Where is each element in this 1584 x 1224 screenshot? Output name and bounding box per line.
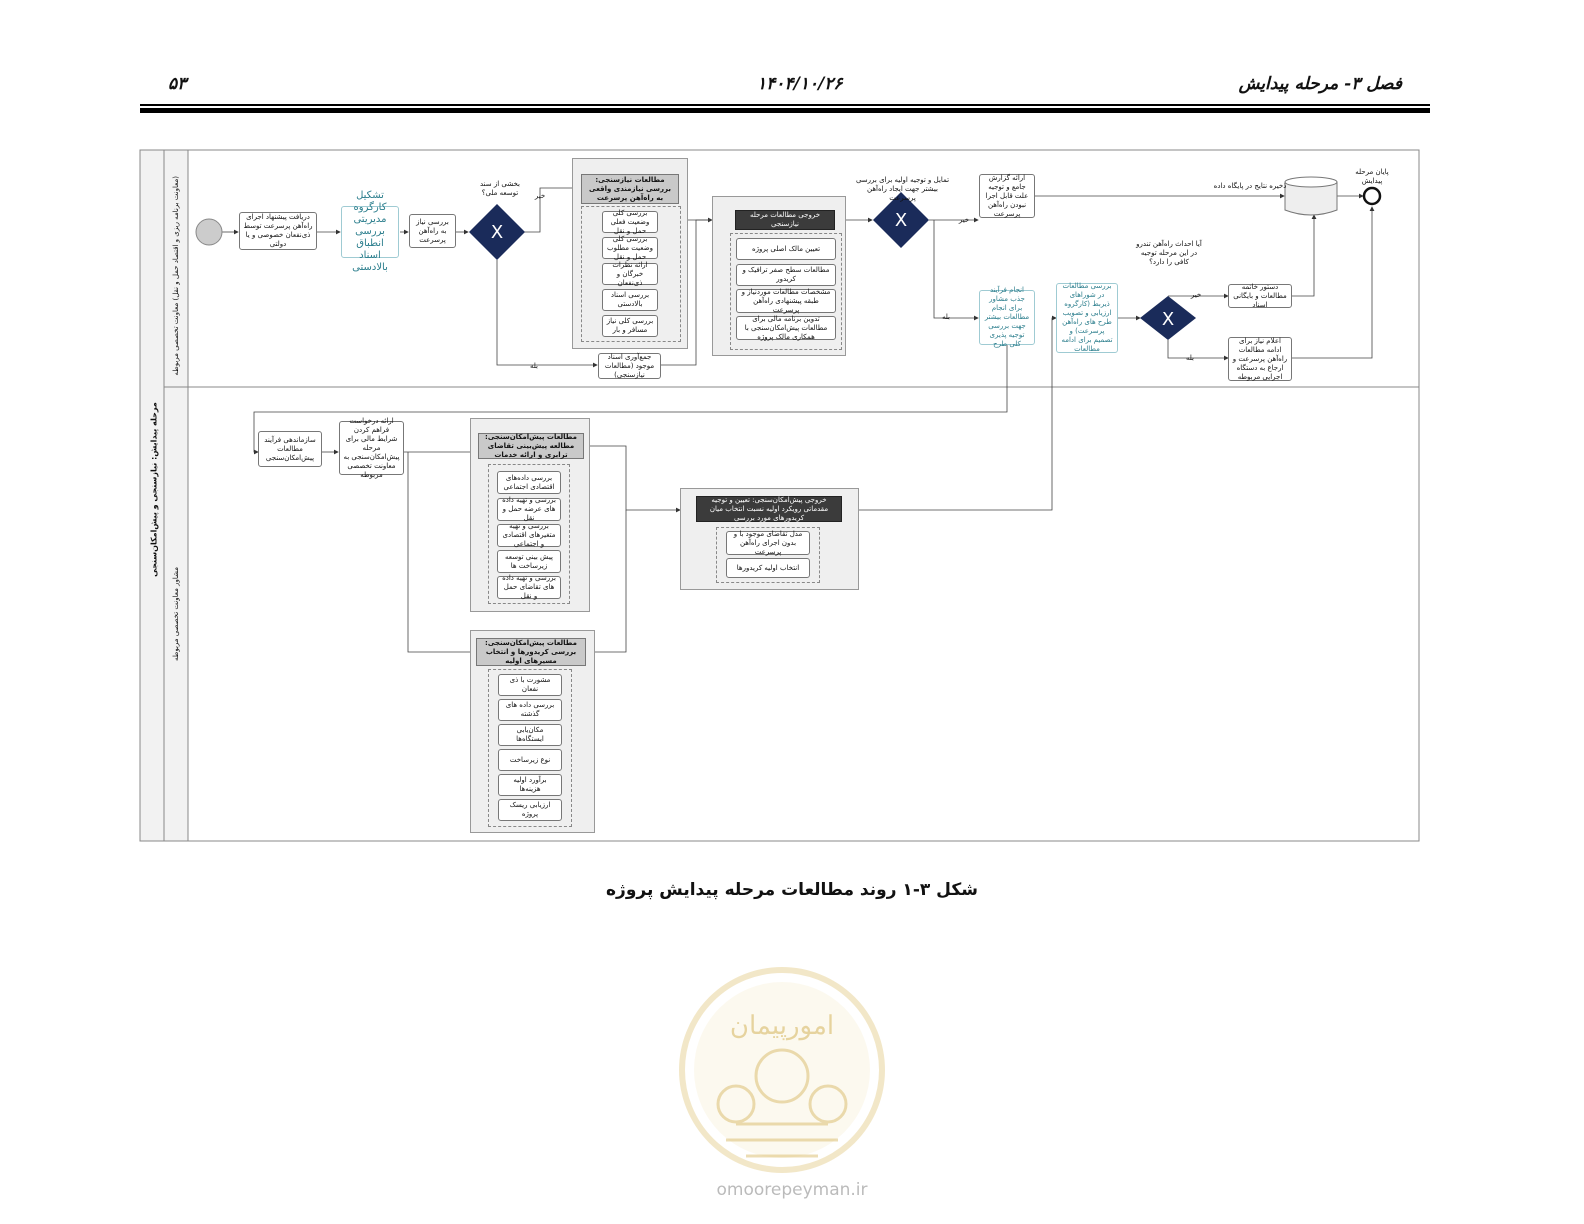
prefeas-output-item: مدل تقاضای موجود با و بدون اجرای راه‌آهن پرسرعت [726, 531, 810, 555]
g1-yes-label: بله [529, 362, 539, 370]
needs-item: بررسی اسناد بالادستی [602, 289, 658, 311]
gateway-sufficient [1140, 296, 1196, 340]
pool-label: مرحله پیدایش: نیازسنجی و پیش‌امکان‌سنجی [149, 402, 159, 577]
svg-text:X: X [1161, 309, 1175, 330]
task-request-funding: ارائه درخواست فراهم کردن شرایط مالی برای مرحله پیش‌امکان‌سنجی به معاونت تخصصی مربوطه [339, 421, 404, 475]
g3-no-label: خیر [1190, 291, 1202, 299]
flow-request-corridor [408, 452, 474, 652]
flow-close-store [1292, 215, 1314, 296]
prefeas-output-item: انتخاب اولیه کریدورها [726, 558, 810, 578]
task-organize-prefeas: سازماندهی فرآیند مطالعات پیش‌امکان‌سنجی [258, 431, 322, 467]
needs-item: بررسی کلی نیاز مسافر و بار [602, 315, 658, 337]
task-hire-consultant: انجام فرآیند جذب مشاور برای انجام مطالعات بیشتر جهت بررسی توجیه پذیری کلی طرح [979, 290, 1035, 345]
demand-item: بررسی داده‌های اقتصادی اجتماعی [497, 471, 561, 494]
task-close-studies: دستور خاتمه مطالعات و بایگانی اسناد [1228, 284, 1292, 308]
corridor-study-title: مطالعات پیش‌امکان‌سنجی: بررسی کریدورها و انتخاب مسیرهای اولیه [476, 638, 586, 666]
end-event [1364, 188, 1380, 204]
corridor-item: مکان‌یابی ایستگاه‌ها [498, 724, 562, 746]
needs-item: بررسی کلی وضعیت مطلوب حمل و نقل [602, 237, 658, 259]
demand-item: بررسی و تهیه داده های تقاضای حمل و نقل [497, 576, 561, 599]
needs-output-title: خروجی مطالعات مرحله نیازسنجی [735, 210, 835, 230]
lane-top-label: (معاونت برنامه ریزی و اقتصاد حمل و نقل) معاونت تخصصی مربوطه [172, 176, 180, 376]
g2-yes-label: بله [941, 313, 951, 321]
watermark-url: omoorepeyman.ir [716, 1180, 868, 1200]
flow-g3-yes [1168, 340, 1228, 358]
chapter-title: فصل ۳- مرحله پیدایش [1238, 74, 1402, 94]
svg-text:X: X [490, 222, 504, 243]
task-report-not-feasible: ارائه گزارش جامع و توجیه علت قابل اجرا نبودن راه‌آهن پرسرعت [979, 174, 1035, 218]
task-receive-proposal: دریافت پیشنهاد اجرای راه‌آهن پرسرعت توسط ذی‌نفعان خصوصی و یا دولتی [239, 212, 317, 250]
start-event [196, 219, 222, 245]
store-label: ذخیره نتایج در پایگاه داده [1213, 182, 1287, 190]
lane-bottom-label: مشاور معاونت تخصصی مربوطه [172, 567, 180, 661]
corridor-item: مشورت با ذی نفعان [498, 674, 562, 696]
figure-caption: شکل ۳-۱ روند مطالعات مرحله پیدایش پروژه [606, 880, 978, 900]
needs-output-item: تعیین مالک اصلی پروژه [736, 238, 836, 260]
end-label: پایان مرحله پیدایش [1355, 168, 1389, 185]
needs-study-title: مطالعات نیازسنجی: بررسی نیازمندی واقعی به راه‌آهن پرسرعت [581, 174, 679, 204]
watermark-logo-text: امورپیمان [729, 1011, 835, 1041]
prefeas-output-title: خروجی پیش‌امکان‌سنجی: تعیین و توجیه مقدماتی رویکرد اولیه نسبت انتخاب میان کریدورهای مورد بررسی [696, 496, 842, 522]
svg-text:X: X [894, 210, 908, 231]
flow-demand-output [590, 446, 680, 510]
corridor-item: بررسی داده های گذشته [498, 699, 562, 721]
needs-item: بررسی کلی وضعیت فعلی حمل و نقل [602, 211, 658, 233]
flow-continue-end [1292, 207, 1372, 358]
demand-item: پیش بینی توسعه زیرساخت ها [497, 550, 561, 573]
corridor-item: نوع زیرساخت [498, 749, 562, 771]
flow-corridor-output [595, 510, 626, 652]
g2-no-label: خیر [958, 216, 970, 224]
g1-no-label: خیر [534, 192, 546, 200]
needs-output-item: مطالعات سطح صفر ترافیک و کریدور [736, 264, 836, 286]
corridor-item: برآورد اولیه هزینه‌ها [498, 774, 562, 796]
g2-question: تمایل و توجیه اولیه برای بررسی بیشتر جهت ایجاد راه‌آهن پرسرعت [855, 176, 950, 202]
demand-study-title: مطالعات پیش‌امکان‌سنجی: مطالعه پیش‌بینی تقاضای ترابری و ارائه خدمات [478, 433, 584, 459]
needs-output-item: مشخصات مطالعات موردنیاز و طبقه پیشنهادی راه‌آهن پرسرعت [736, 289, 836, 313]
demand-item: بررسی و تهیه متغیرهای اقتصادی و اجتماعی [497, 524, 561, 547]
needs-output-item: تدوین برنامه مالی برای مطالعات پیش‌امکان‌سنجی با همکاری مالک پروژه [736, 316, 836, 340]
flow-g2-yes [934, 220, 978, 318]
demand-item: بررسی و تهیه داده های عرضه حمل و نقل [497, 498, 561, 521]
header-date: ۱۴۰۴/۱۰/۲۶ [757, 74, 843, 94]
needs-item: ارائه نظرات خبرگان و ذی‌نفعان [602, 263, 658, 285]
task-collect-docs: جمع‌آوری اسناد موجود (مطالعات نیازسنجی) [598, 353, 661, 379]
watermark-logo [676, 964, 888, 1176]
task-review-need: بررسی نیاز به راه‌آهن پرسرعت [409, 214, 456, 248]
g3-yes-label: بله [1185, 354, 1195, 362]
task-continue-studies: اعلام نیاز برای ادامه مطالعات راه‌آهن پرسرعت و ارجاع به دستگاه اجرایی مربوطه [1228, 337, 1292, 381]
corridor-item: ارزیابی ریسک پروژه [498, 799, 562, 821]
g1-question: بخشی از سند توسعه ملی؟ [480, 180, 520, 197]
gateway-national-plan [469, 204, 525, 260]
g3-question: آیا احداث راه‌آهن تندرو در این مرحله توجیه کافی را دارد؟ [1136, 240, 1202, 266]
page-number: ۵۳ [168, 74, 187, 94]
task-council-review: بررسی مطالعات در شوراهای ذیربط (کارگروه ارزیابی و تصویب طرح های راه‌آهن پرسرعت) و تصمیم برای ادامه مطالعات [1056, 283, 1118, 353]
task-form-group: تشکیل کارگروه مدیریتی بررسی انطباق اسناد بالادستی [341, 206, 399, 258]
database-icon [1285, 177, 1337, 215]
